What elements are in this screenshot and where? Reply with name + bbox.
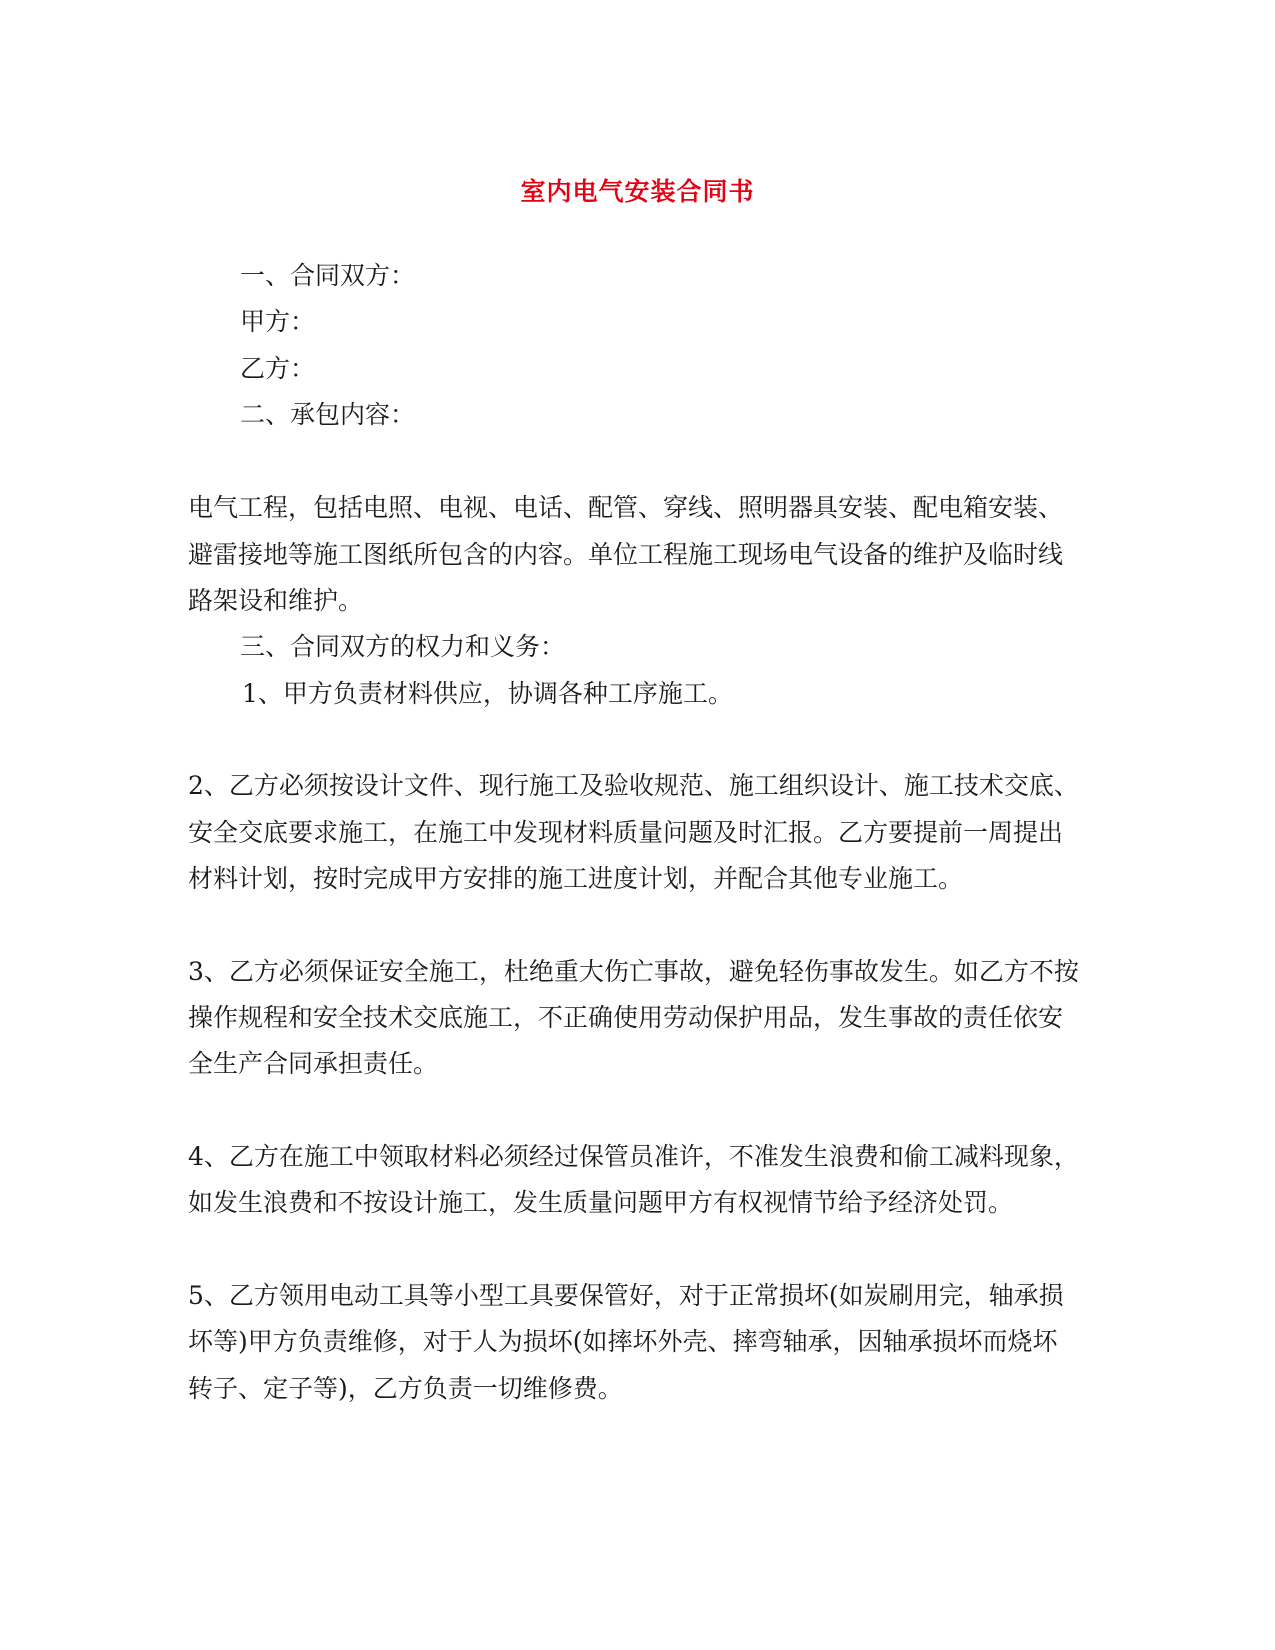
clause-3-line: 全生产合同承担责任。 — [188, 1049, 439, 1078]
party-b-line: 乙方： — [240, 354, 316, 383]
scope-text-line: 电气工程，包括电照、电视、电话、配管、穿线、照明器具安装、配电箱安装、 — [188, 493, 1064, 522]
section-scope-heading: 二、承包内容： — [240, 400, 416, 429]
clause-1: 1、甲方负责材料供应，协调各种工序施工。 — [242, 679, 733, 708]
clause-5-line: 5、乙方领用电动工具等小型工具要保管好，对于正常损坏(如炭刷用完，轴承损 — [188, 1281, 1064, 1310]
section-rights-heading: 三、合同双方的权力和义务： — [240, 632, 566, 661]
clause-4-line: 4、乙方在施工中领取材料必须经过保管员准许，不准发生浪费和偷工减料现象， — [188, 1142, 1079, 1171]
document-title: 室内电气安装合同书 — [520, 177, 755, 206]
scope-text-line: 避雷接地等施工图纸所包含的内容。单位工程施工现场电气设备的维护及临时线 — [188, 540, 1064, 569]
section-parties-heading: 一、合同双方： — [240, 261, 416, 290]
clause-2-line: 安全交底要求施工，在施工中发现材料质量问题及时汇报。乙方要提前一周提出 — [188, 818, 1064, 847]
clause-2-line: 2、乙方必须按设计文件、现行施工及验收规范、施工组织设计、施工技术交底、 — [188, 771, 1079, 800]
clause-3-line: 操作规程和安全技术交底施工，不正确使用劳动保护用品，发生事故的责任依安 — [188, 1003, 1064, 1032]
clause-5-line: 转子、定子等)，乙方负责一切维修费。 — [188, 1374, 623, 1403]
clause-3-line: 3、乙方必须保证安全施工，杜绝重大伤亡事故，避免轻伤事故发生。如乙方不按 — [188, 957, 1079, 986]
scope-text-line: 路架设和维护。 — [188, 586, 364, 615]
party-a-line: 甲方： — [240, 307, 316, 336]
clause-4-line: 如发生浪费和不按设计施工，发生质量问题甲方有权视情节给予经济处罚。 — [188, 1188, 1014, 1217]
clause-2-line: 材料计划，按时完成甲方安排的施工进度计划，并配合其他专业施工。 — [188, 864, 964, 893]
clause-5-line: 坏等)甲方负责维修，对于人为损坏(如摔坏外壳、摔弯轴承，因轴承损坏而烧坏 — [188, 1327, 1058, 1356]
